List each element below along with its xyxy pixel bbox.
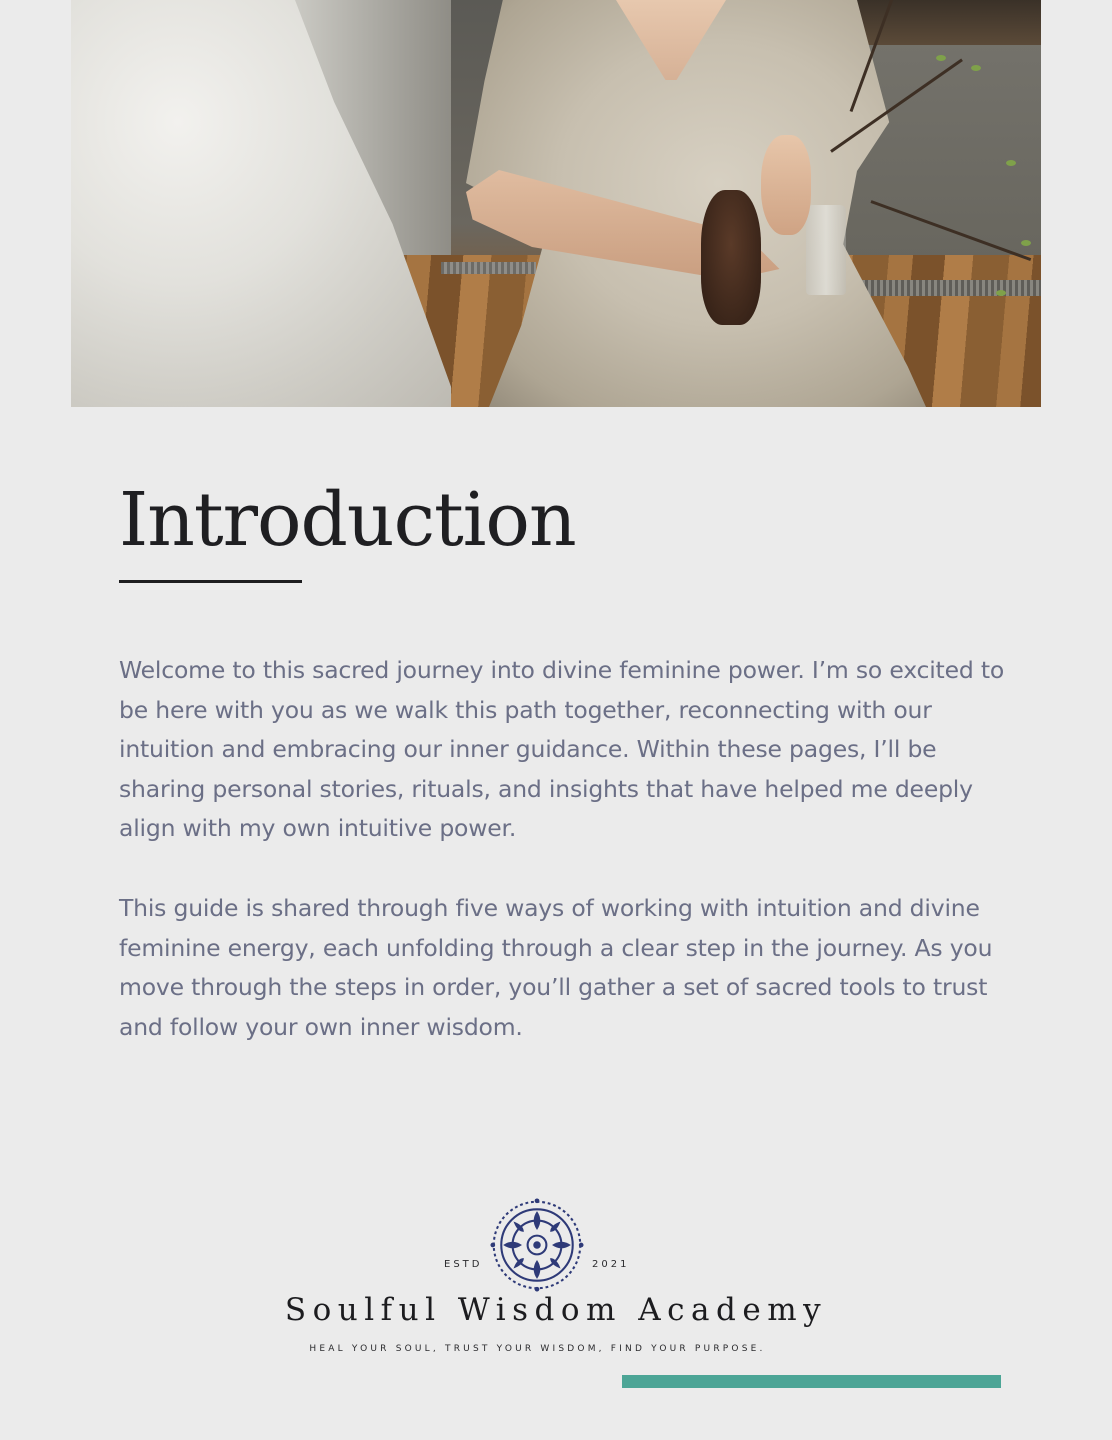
hero-floor-vent-right	[841, 280, 1041, 296]
title-underline	[119, 580, 302, 583]
established-label: ESTD	[444, 1259, 483, 1270]
hero-leaf	[1006, 160, 1016, 166]
hero-leaf	[1021, 240, 1031, 246]
mandala-icon	[490, 1198, 584, 1292]
established-year: 2021	[592, 1259, 630, 1270]
hero-leaf	[971, 65, 981, 71]
hero-leaf	[936, 55, 946, 61]
brand-tagline: HEAL YOUR SOUL, TRUST YOUR WISDOM, FIND YOUR PURPOSE.	[309, 1344, 766, 1354]
page-title: Introduction	[119, 477, 576, 563]
intro-paragraph-2: This guide is shared through five ways of working with intuition and divine feminine energy, each unfolding through a clear step in the journey. As you move through the steps in order, you’ll gather a set of sacred tools to trust and follow your own inner wisdom.	[119, 894, 993, 1041]
hero-wooden-figurine	[701, 190, 761, 325]
hero-floor-vent	[441, 262, 536, 274]
hero-leaf	[996, 290, 1006, 296]
intro-paragraph-1: Welcome to this sacred journey into divine feminine power. I’m so excited to be here with you as we walk this path together, reconnecting with our intuition and embracing our inner guidance. Within these pages, I’ll be sharing personal stories, rituals, and insights that have helped me deeply align with my own intuitive power.	[119, 656, 1005, 842]
hero-photo	[71, 0, 1041, 407]
hero-glass-vase	[806, 205, 846, 295]
brand-name: Soulful Wisdom Academy	[284, 1292, 828, 1328]
accent-bar	[622, 1375, 1001, 1388]
hero-hand	[761, 135, 811, 235]
